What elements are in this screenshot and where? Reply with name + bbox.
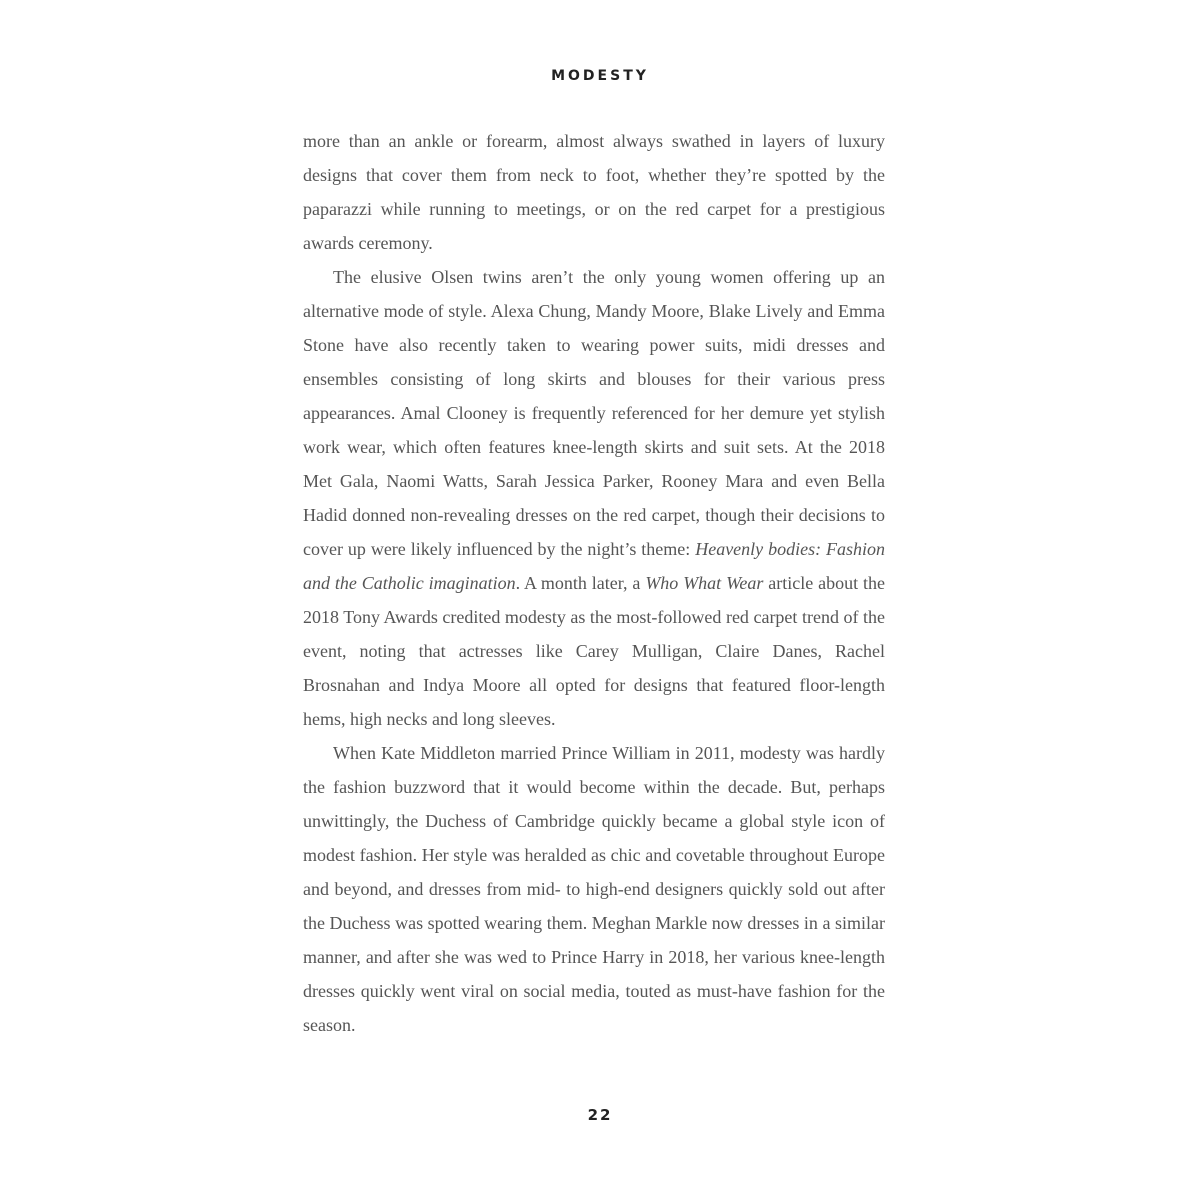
- paragraph-text-segment: article about the 2018 Tony Awards credited modesty as the most-followed red carpet trend of the event, noting that actresses like Carey Mulligan, Claire Danes, Rachel Brosnahan and Indya Moore all opted for designs that featured floor-length hems, high necks and long sleeves.: [303, 573, 885, 729]
- body-text: [303, 124, 885, 1042]
- paragraph-text-segment: The elusive Olsen twins aren’t the only young women offering up an alternative mode of style. Alexa Chung, Mandy Moore, Blake Lively and Emma Stone have also recently taken to wearing power suits, midi dresses and ensembles consisting of long skirts and blouses for their various press appearances. Amal Clooney is frequently referenced for her demure yet stylish work wear, which often features knee-length skirts and suit sets. At the 2018 Met Gala, Naomi Watts, Sarah Jessica Parker, Rooney Mara and even Bella Hadid donned non-revealing dresses on the red carpet, though their decisions to cover up were likely influenced by the night’s theme:: [303, 267, 885, 559]
- paragraph-text-segment: . A month later, a: [515, 573, 646, 593]
- italic-publication-name: Who What Wear: [645, 573, 764, 593]
- page-number: 22: [587, 1106, 613, 1124]
- paragraph-continuation: more than an ankle or forearm, almost always swathed in layers of luxury designs that cover them from neck to foot, whether they’re spotted by the paparazzi while running to meetings, or on the red carpet for a prestigious awards ceremony.: [303, 131, 885, 253]
- running-head: MODESTY: [551, 68, 649, 84]
- italic-met-gala-theme: Heavenly bodies: Fashion and the Catholic imagination: [303, 539, 885, 593]
- paragraph-kate-middleton: When Kate Middleton married Prince William in 2011, modesty was hardly the fashion buzzword that it would become within the decade. But, perhaps unwittingly, the Duchess of Cambridge quickly became a global style icon of modest fashion. Her style was heralded as chic and covetable throughout Europe and beyond, and dresses from mid- to high-end designers quickly sold out after the Duchess was spotted wearing them. Meghan Markle now dresses in a similar manner, and after she was wed to Prince Harry in 2018, her various knee-length dresses quickly went viral on social media, touted as must-have fashion for the season.: [303, 743, 885, 1035]
- paragraph-olsen-twins: [303, 260, 885, 736]
